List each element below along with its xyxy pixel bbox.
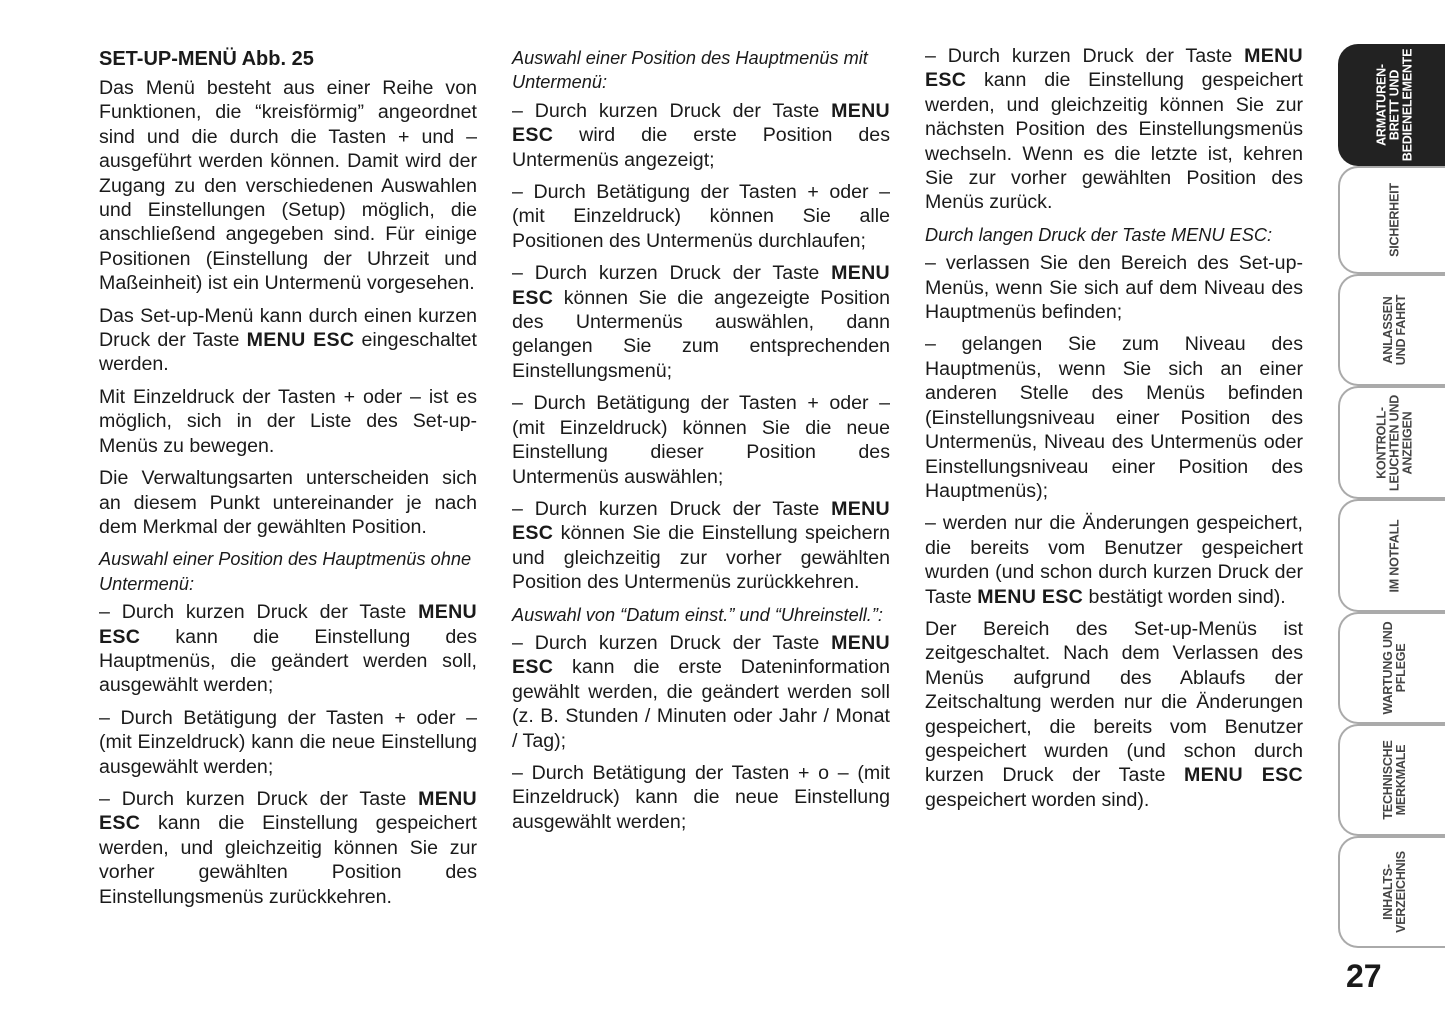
paragraph: – verlassen Sie den Bereich des Set-up-Menüs, wenn Sie sich auf dem Niveau des Hauptmenüs befinden; bbox=[925, 252, 1303, 324]
page-number: 27 bbox=[1346, 958, 1382, 994]
tab-kontrollleuchten[interactable]: KONTROLL- LEUCHTEN UND ANZEIGEN bbox=[1338, 386, 1445, 499]
text-column-1 bbox=[99, 44, 477, 917]
paragraph: – Durch kurzen Druck der Taste MENU ESC können Sie die angezeigte Position des Untermenüs auswählen, dann gelangen Sie zum entsprechenden Einstellungsmenü; bbox=[512, 262, 890, 382]
paragraph: – Durch kurzen Druck der Taste MENU ESC kann die erste Dateninformation gewählt werden, die geändert werden soll (z. B. Stunden / Minuten oder Jahr / Monat / Tag); bbox=[512, 631, 890, 752]
paragraph: – Durch Betätigung der Tasten + oder – (mit Einzeldruck) kann die neue Einstellung ausgewählt werden; bbox=[99, 706, 477, 778]
paragraph: – Durch kurzen Druck der Taste MENU ESC kann die Einstellung des Hauptmenüs, die geändert werden soll, ausgewählt werden; bbox=[99, 601, 477, 697]
paragraph: – Durch kurzen Druck der Taste MENU ESC können Sie die Einstellung speichern und gleichzeitig zur vorher gewählten Position des Untermenüs zurückkehren. bbox=[512, 497, 890, 594]
text-column-3 bbox=[925, 44, 1303, 820]
paragraph: Die Verwaltungsarten unterscheiden sich an diesem Punkt untereinander je nach dem Merkmal der gewählten Position. bbox=[99, 467, 477, 538]
section-heading: SET-UP-MENÜ Abb. 25 bbox=[99, 48, 314, 70]
subheading: Durch langen Druck der Taste MENU ESC: bbox=[925, 224, 1273, 245]
subheading: Auswahl einer Position des Hauptmenüs ohne Untermenü: bbox=[99, 549, 472, 594]
tab-technische-merkmale[interactable]: TECHNISCHE MERKMALE bbox=[1338, 724, 1445, 836]
subheading: Auswahl einer Position des Hauptmenüs mit Untermenü: bbox=[512, 48, 868, 93]
paragraph: – Durch kurzen Druck der Taste MENU ESC wird die erste Position des Untermenüs angezeigt; bbox=[512, 99, 890, 171]
paragraph: Das Set-up-Menü kann durch einen kurzen Druck der Taste MENU ESC eingeschaltet werden. bbox=[99, 304, 477, 376]
tab-inhaltsverzeichnis[interactable]: INHALTS- VERZEICHNIS bbox=[1338, 836, 1445, 948]
paragraph: – Durch Betätigung der Tasten + oder – (mit Einzeldruck) können Sie alle Positionen des Untermenüs durchlaufen; bbox=[512, 181, 890, 252]
tab-im-notfall[interactable]: IM NOTFALL bbox=[1338, 499, 1445, 612]
tab-wartung-und-pflege[interactable]: WARTUNG UND PFLEGE bbox=[1338, 612, 1445, 724]
subheading: Auswahl von “Datum einst.” und “Uhreinstell.”: bbox=[512, 604, 883, 625]
tab-sicherheit[interactable]: SICHERHEIT bbox=[1338, 166, 1445, 274]
paragraph: – werden nur die Änderungen gespeichert, die bereits vom Benutzer gespeichert wurden (und schon durch kurzen Druck der Taste MENU ESC bestätigt worden sind). bbox=[925, 512, 1303, 608]
paragraph: – Durch Betätigung der Tasten + o – (mit Einzeldruck) kann die neue Einstellung ausgewählt werden; bbox=[512, 761, 890, 833]
paragraph: – Durch kurzen Druck der Taste MENU ESC kann die Einstellung gespeichert werden, und gleichzeitig können Sie zur vorher gewählten Position des Einstellungsmenüs zurückkehren. bbox=[99, 787, 477, 908]
tab-armaturenbrett[interactable]: ARMATUREN- BRETT UND BEDIENELEMENTE bbox=[1338, 44, 1445, 166]
paragraph: – gelangen Sie zum Niveau des Hauptmenüs, wenn Sie sich an einer anderen Stelle des Menüs befinden (Einstellungsniveau einer Position des Untermenüs, Niveau des Untermenüs oder Einstellungsniveau einer Position des Hauptmenüs); bbox=[925, 333, 1303, 502]
paragraph: Mit Einzeldruck der Tasten + oder – ist es möglich, sich in der Liste des Set-up-Menüs zu bewegen. bbox=[99, 385, 477, 457]
paragraph: Das Menü besteht aus einer Reihe von Funktionen, die “kreisförmig” angeordnet sind und die durch die Tasten + und – ausgeführt werden können. Damit wird der Zugang zu den verschiedenen Auswahlen und Einstellungen (Setup) möglich, die anschließend angegeben sind. Für einige Positionen (Einstellung der Uhrzeit und Maßeinheit) ist ein Untermenü vorgesehen. bbox=[99, 77, 477, 295]
text-column-2 bbox=[512, 44, 890, 842]
tab-anlassen-und-fahrt[interactable]: ANLASSEN UND FAHRT bbox=[1338, 274, 1445, 386]
paragraph: – Durch kurzen Druck der Taste MENU ESC kann die Einstellung gespeichert werden, und gleichzeitig können Sie zur nächsten Position des Einstellungsmenüs wechseln. Wenn es die letzte ist, kehren Sie zur vorher gewählten Position des Menüs zurück. bbox=[925, 45, 1303, 214]
paragraph: Der Bereich des Set-up-Menüs ist zeitgeschaltet. Nach dem Verlassen des Menüs aufgrund des Ablaufs der Zeitschaltung werden nur die Änderungen gespeichert, die bereits vom Benutzer gespeichert wurden (und schon durch kurzen Druck der Taste MENU ESC gespeichert worden sind). bbox=[925, 617, 1303, 811]
paragraph: – Durch Betätigung der Tasten + oder – (mit Einzeldruck) können Sie die neue Einstellung dieser Position des Untermenüs auswählen; bbox=[512, 392, 890, 488]
